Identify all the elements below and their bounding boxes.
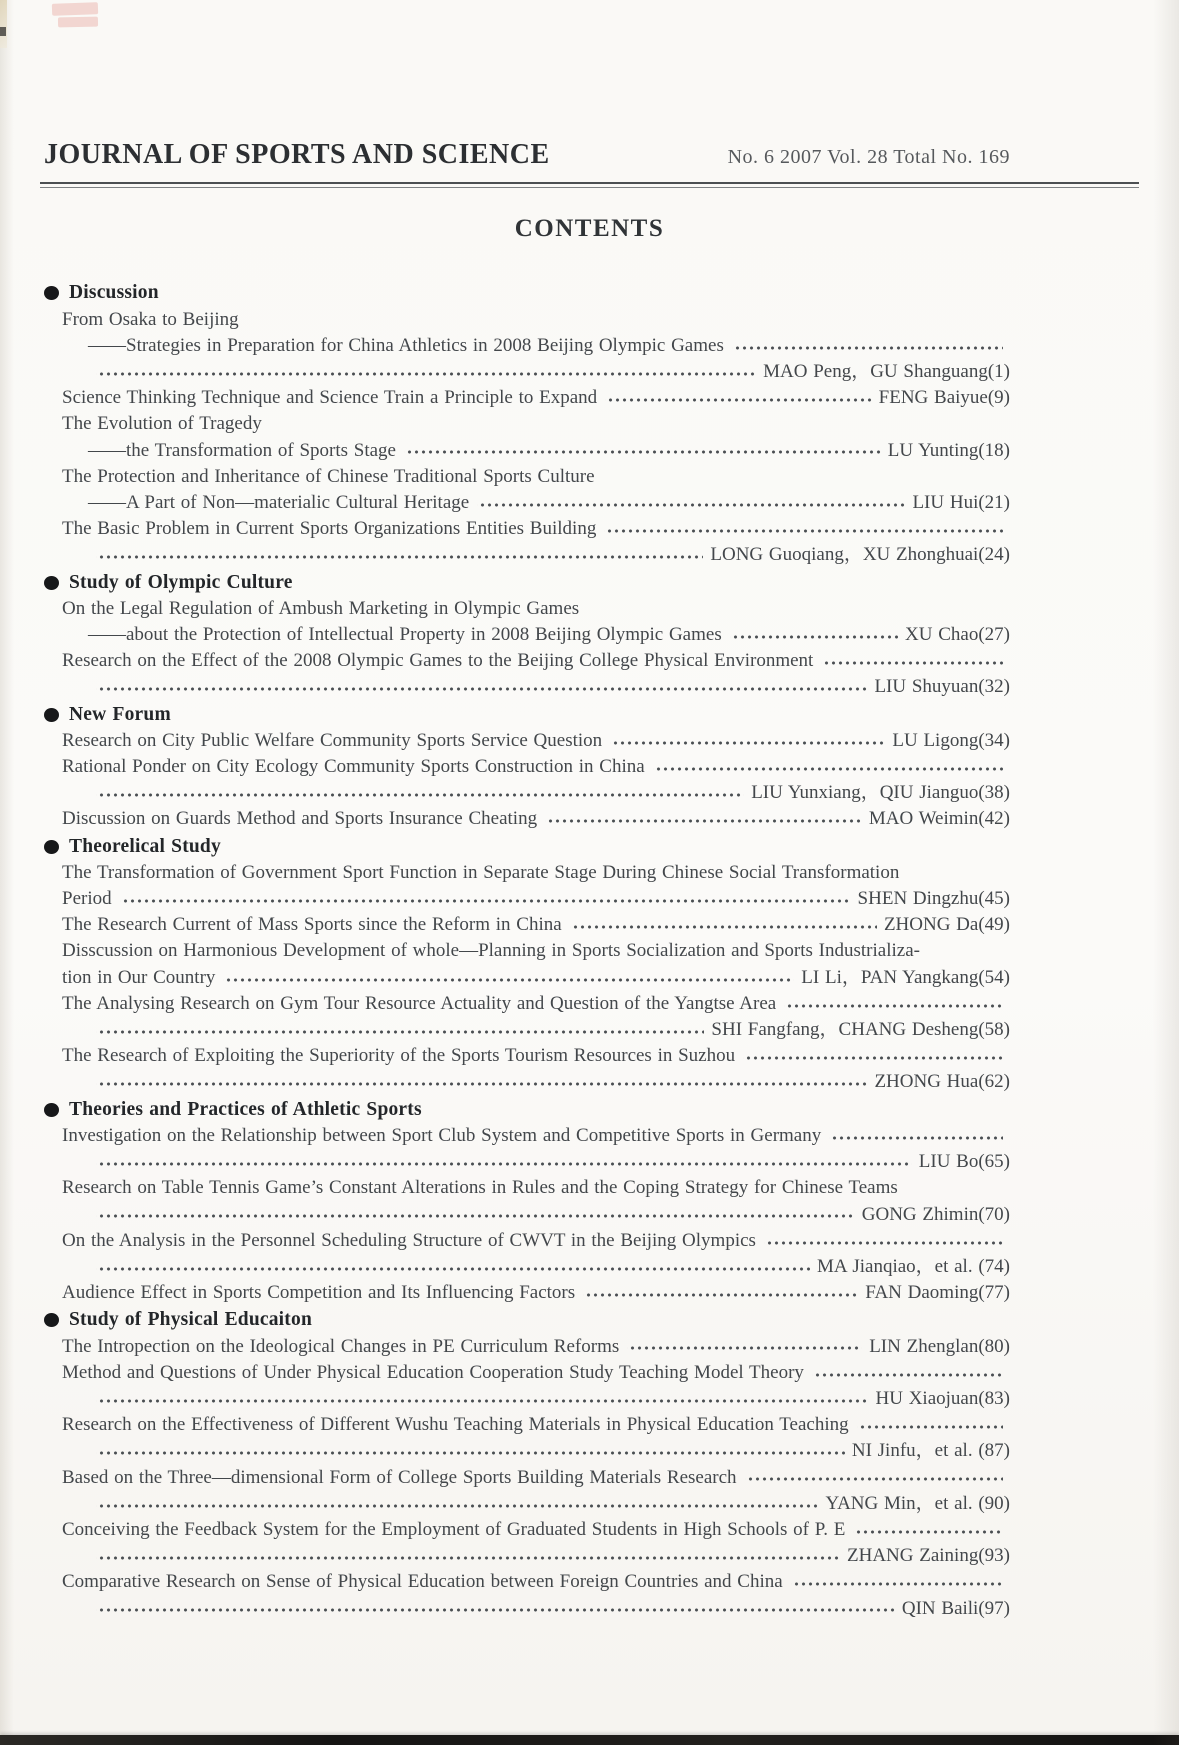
toc-line — [44, 1149, 1010, 1175]
dot-leader — [745, 1465, 1003, 1491]
toc-line — [44, 1043, 1010, 1069]
section-heading — [44, 834, 1010, 860]
section-bullet-icon — [44, 286, 59, 300]
entry-title-text: The Research of Exploiting the Superiority of the Sports Tourism Resources in Suzhou — [62, 1045, 736, 1067]
toc-line — [44, 1175, 1010, 1201]
toc-line — [44, 516, 1010, 542]
dot-leader — [96, 1438, 845, 1464]
dot-leader — [120, 886, 851, 912]
toc-line — [44, 307, 1010, 333]
dot-leader — [743, 1043, 1003, 1069]
toc-line — [44, 596, 1010, 622]
toc-line — [44, 1569, 1010, 1595]
entry-title-text: From Osaka to Beijing — [62, 308, 239, 330]
dot-leader — [764, 1228, 1003, 1254]
toc-line — [44, 411, 1010, 437]
entry-title-text: Research on the Effectiveness of Different Wushu Teaching Materials in Physical Education Teaching — [62, 1414, 849, 1436]
toc-line — [44, 1017, 1010, 1043]
entry-title-text: The Basic Problem in Current Sports Organizations Entities Building — [62, 518, 597, 540]
section-label: Theories and Practices of Athletic Sports — [69, 1098, 422, 1120]
entry-title-text: The Protection and Inheritance of Chinese Traditional Sports Culture — [62, 465, 595, 487]
toc-line — [44, 542, 1010, 568]
toc-line — [44, 1123, 1010, 1149]
toc-line — [44, 622, 1010, 648]
dot-leader — [404, 438, 881, 464]
dot-leader — [96, 1596, 895, 1622]
dot-leader — [610, 728, 885, 754]
dot-leader — [829, 1123, 1003, 1149]
section-heading — [44, 1097, 1010, 1123]
entry-author-page: LIU Hui(21) — [912, 492, 1010, 514]
entry-author-page: FAN Daoming(77) — [865, 1282, 1010, 1304]
entry-title-text: Disscussion on Harmonious Development of whole—Planning in Sports Socialization and Sports Industrializa- — [62, 940, 920, 962]
entry-author-page: LIN Zhenglan(80) — [869, 1335, 1010, 1357]
entry-author-page: QIN Baili(97) — [901, 1597, 1010, 1619]
dot-leader — [96, 780, 744, 806]
entry-author-page: MA Jianqiao，et al. (74) — [817, 1255, 1010, 1277]
entry-author-page: ZHANG Zaining(93) — [847, 1545, 1010, 1567]
entry-title-text: Audience Effect in Sports Competition and Its Influencing Factors — [62, 1282, 576, 1304]
entry-title-text: Based on the Three—dimensional Form of College Sports Building Materials Research — [62, 1466, 737, 1488]
dot-leader — [730, 622, 898, 648]
entry-title-text: ——Strategies in Preparation for China Athletics in 2008 Beijing Olympic Games — [88, 334, 724, 356]
dot-leader — [605, 385, 872, 411]
section-label: Discussion — [69, 282, 159, 304]
entry-author-page: FENG Baiyue(9) — [878, 387, 1010, 409]
table-of-contents — [0, 243, 1179, 1621]
entry-title-text: On the Analysis in the Personnel Scheduling Structure of CWVT in the Beijing Olympics — [62, 1229, 756, 1251]
toc-line — [44, 1360, 1010, 1386]
masthead — [0, 0, 1179, 169]
entry-author-page: LU Ligong(34) — [892, 729, 1010, 751]
toc-line — [44, 806, 1010, 832]
entry-title-text: ——about the Protection of Intellectual Property in 2008 Beijing Olympic Games — [88, 624, 722, 646]
entry-author-page: LI Li，PAN Yangkang(54) — [801, 966, 1010, 988]
toc-line — [44, 1254, 1010, 1280]
entry-author-page: SHEN Dingzhu(45) — [857, 888, 1010, 910]
dot-leader — [96, 1543, 840, 1569]
entry-title-text: Research on the Effect of the 2008 Olympic Games to the Beijing College Physical Environment — [62, 650, 814, 672]
dot-leader — [96, 359, 756, 385]
dot-leader — [791, 1569, 1003, 1595]
toc-line — [44, 1543, 1010, 1569]
toc-line — [44, 385, 1010, 411]
section-bullet-icon — [44, 840, 59, 854]
dot-leader — [784, 991, 1003, 1017]
toc-line — [44, 1280, 1010, 1306]
toc-line — [44, 886, 1010, 912]
entry-title-text: Investigation on the Relationship between Sport Club System and Competitive Sports in Germany — [62, 1124, 822, 1146]
section-bullet-icon — [44, 708, 59, 722]
entry-title-text: Method and Questions of Under Physical Education Cooperation Study Teaching Model Theory — [62, 1361, 804, 1383]
dot-leader — [96, 674, 867, 700]
section-label: Theorelical Study — [69, 835, 221, 857]
toc-line — [44, 438, 1010, 464]
toc-line — [44, 1438, 1010, 1464]
toc-line — [44, 860, 1010, 886]
entry-author-page: GONG Zhimin(70) — [861, 1203, 1010, 1225]
dot-leader — [96, 1149, 912, 1175]
section-label: New Forum — [69, 703, 171, 725]
scan-corner-artifact — [0, 0, 7, 48]
entry-author-page: LU Yunting(18) — [887, 439, 1010, 461]
dot-leader — [96, 542, 703, 568]
dot-leader — [653, 754, 1003, 780]
dot-leader — [732, 333, 1003, 359]
entry-author-page: LIU Shuyuan(32) — [874, 676, 1010, 698]
entry-author-page: SHI Fangfang，CHANG Desheng(58) — [711, 1019, 1010, 1041]
header-double-rule — [40, 182, 1139, 188]
toc-line — [44, 912, 1010, 938]
dot-leader — [545, 806, 862, 832]
toc-line — [44, 1491, 1010, 1517]
toc-line — [44, 359, 1010, 385]
dot-leader — [96, 1386, 869, 1412]
dot-leader — [627, 1334, 862, 1360]
toc-line — [44, 938, 1010, 964]
toc-line — [44, 490, 1010, 516]
toc-line — [44, 991, 1010, 1017]
entry-title-text: ——A Part of Non—materialic Cultural Heritage — [88, 492, 470, 514]
contents-title: CONTENTS — [514, 215, 665, 243]
section-heading — [44, 570, 1010, 596]
toc-line — [44, 1334, 1010, 1360]
toc-line — [44, 1517, 1010, 1543]
section-label: Study of Physical Educaiton — [69, 1309, 312, 1331]
toc-line — [44, 1202, 1010, 1228]
dot-leader — [223, 965, 794, 991]
dot-leader — [96, 1491, 818, 1517]
entry-author-page: LIU Yunxiang，QIU Jianguo(38) — [751, 782, 1010, 804]
entry-author-page: ZHONG Hua(62) — [874, 1071, 1010, 1093]
dot-leader — [477, 490, 905, 516]
section-bullet-icon — [44, 1103, 59, 1117]
dot-leader — [570, 912, 877, 938]
entry-title-text: On the Legal Regulation of Ambush Marketing in Olympic Games — [62, 597, 580, 619]
entry-title-text: The Transformation of Government Sport Function in Separate Stage During Chinese Social Transformation — [62, 861, 900, 883]
toc-line — [44, 754, 1010, 780]
dot-leader — [96, 1069, 867, 1095]
section-heading — [44, 280, 1010, 306]
entry-title-text: Discussion on Guards Method and Sports Insurance Cheating — [62, 808, 538, 830]
entry-title-text: Period — [62, 888, 112, 910]
entry-title-text: Conceiving the Feedback System for the Employment of Graduated Students in High Schools of P. E — [62, 1518, 846, 1540]
scan-speck-artifact — [0, 27, 6, 36]
dot-leader — [96, 1017, 704, 1043]
entry-author-page: HU Xiaojuan(83) — [875, 1387, 1010, 1409]
entry-title-text: tion in Our Country — [62, 966, 216, 988]
entry-title-text: Comparative Research on Sense of Physical Education between Foreign Countries and China — [62, 1571, 783, 1593]
toc-line — [44, 1465, 1010, 1491]
entry-title-text: Rational Ponder on City Ecology Community Sports Construction in China — [62, 756, 645, 778]
toc-line — [44, 674, 1010, 700]
red-pen-mark — [58, 17, 98, 28]
red-pen-mark — [52, 2, 98, 16]
section-bullet-icon — [44, 1313, 59, 1327]
dot-leader — [604, 516, 1003, 542]
dot-leader — [96, 1202, 855, 1228]
toc-line — [44, 1412, 1010, 1438]
entry-title-text: The Intropection on the Ideological Changes in PE Curriculum Reforms — [62, 1335, 620, 1357]
dot-leader — [821, 648, 1003, 674]
entry-author-page: LONG Guoqiang，XU Zhonghuai(24) — [710, 544, 1010, 566]
entry-title-text: Science Thinking Technique and Science Train a Principle to Expand — [62, 387, 598, 409]
entry-title-text: Research on City Public Welfare Community Sports Service Question — [62, 729, 603, 751]
section-label: Study of Olympic Culture — [69, 571, 293, 593]
entry-title-text: The Research Current of Mass Sports since the Reform in China — [62, 914, 562, 936]
entry-author-page: NI Jinfu，et al. (87) — [851, 1440, 1010, 1462]
entry-author-page: YANG Min，et al. (90) — [825, 1492, 1010, 1514]
entry-author-page: LIU Bo(65) — [918, 1151, 1010, 1173]
dot-leader — [583, 1280, 858, 1306]
toc-line — [44, 1386, 1010, 1412]
journal-title: JOURNAL OF SPORTS AND SCIENCE — [44, 139, 550, 170]
entry-author-page: ZHONG Da(49) — [883, 914, 1010, 936]
dot-leader — [853, 1517, 1003, 1543]
entry-author-page: MAO Weimin(42) — [868, 808, 1010, 830]
entry-title-text: Research on Table Tennis Game’s Constant Alterations in Rules and the Coping Strategy for Chinese Teams — [62, 1177, 898, 1199]
entry-title-text: The Evolution of Tragedy — [62, 413, 262, 435]
issue-info: No. 6 2007 Vol. 28 Total No. 169 — [727, 146, 1010, 168]
dot-leader — [96, 1254, 810, 1280]
toc-line — [44, 333, 1010, 359]
entry-author-page: XU Chao(27) — [905, 624, 1010, 646]
toc-line — [44, 464, 1010, 490]
entry-title-text: ——the Transformation of Sports Stage — [88, 439, 396, 461]
entry-author-page: MAO Peng，GU Shanguang(1) — [763, 361, 1010, 382]
scan-edge-bar — [0, 1735, 1179, 1745]
section-heading — [44, 702, 1010, 728]
entry-title-text: The Analysing Research on Gym Tour Resource Actuality and Question of the Yangtse Area — [62, 992, 777, 1014]
toc-line — [44, 648, 1010, 674]
toc-line — [44, 1228, 1010, 1254]
dot-leader — [812, 1360, 1003, 1386]
section-heading — [44, 1307, 1010, 1333]
toc-line — [44, 1069, 1010, 1095]
toc-line — [44, 728, 1010, 754]
toc-line — [44, 1596, 1010, 1622]
toc-line — [44, 780, 1010, 806]
dot-leader — [857, 1412, 1003, 1438]
section-bullet-icon — [44, 576, 59, 590]
toc-line — [44, 965, 1010, 991]
